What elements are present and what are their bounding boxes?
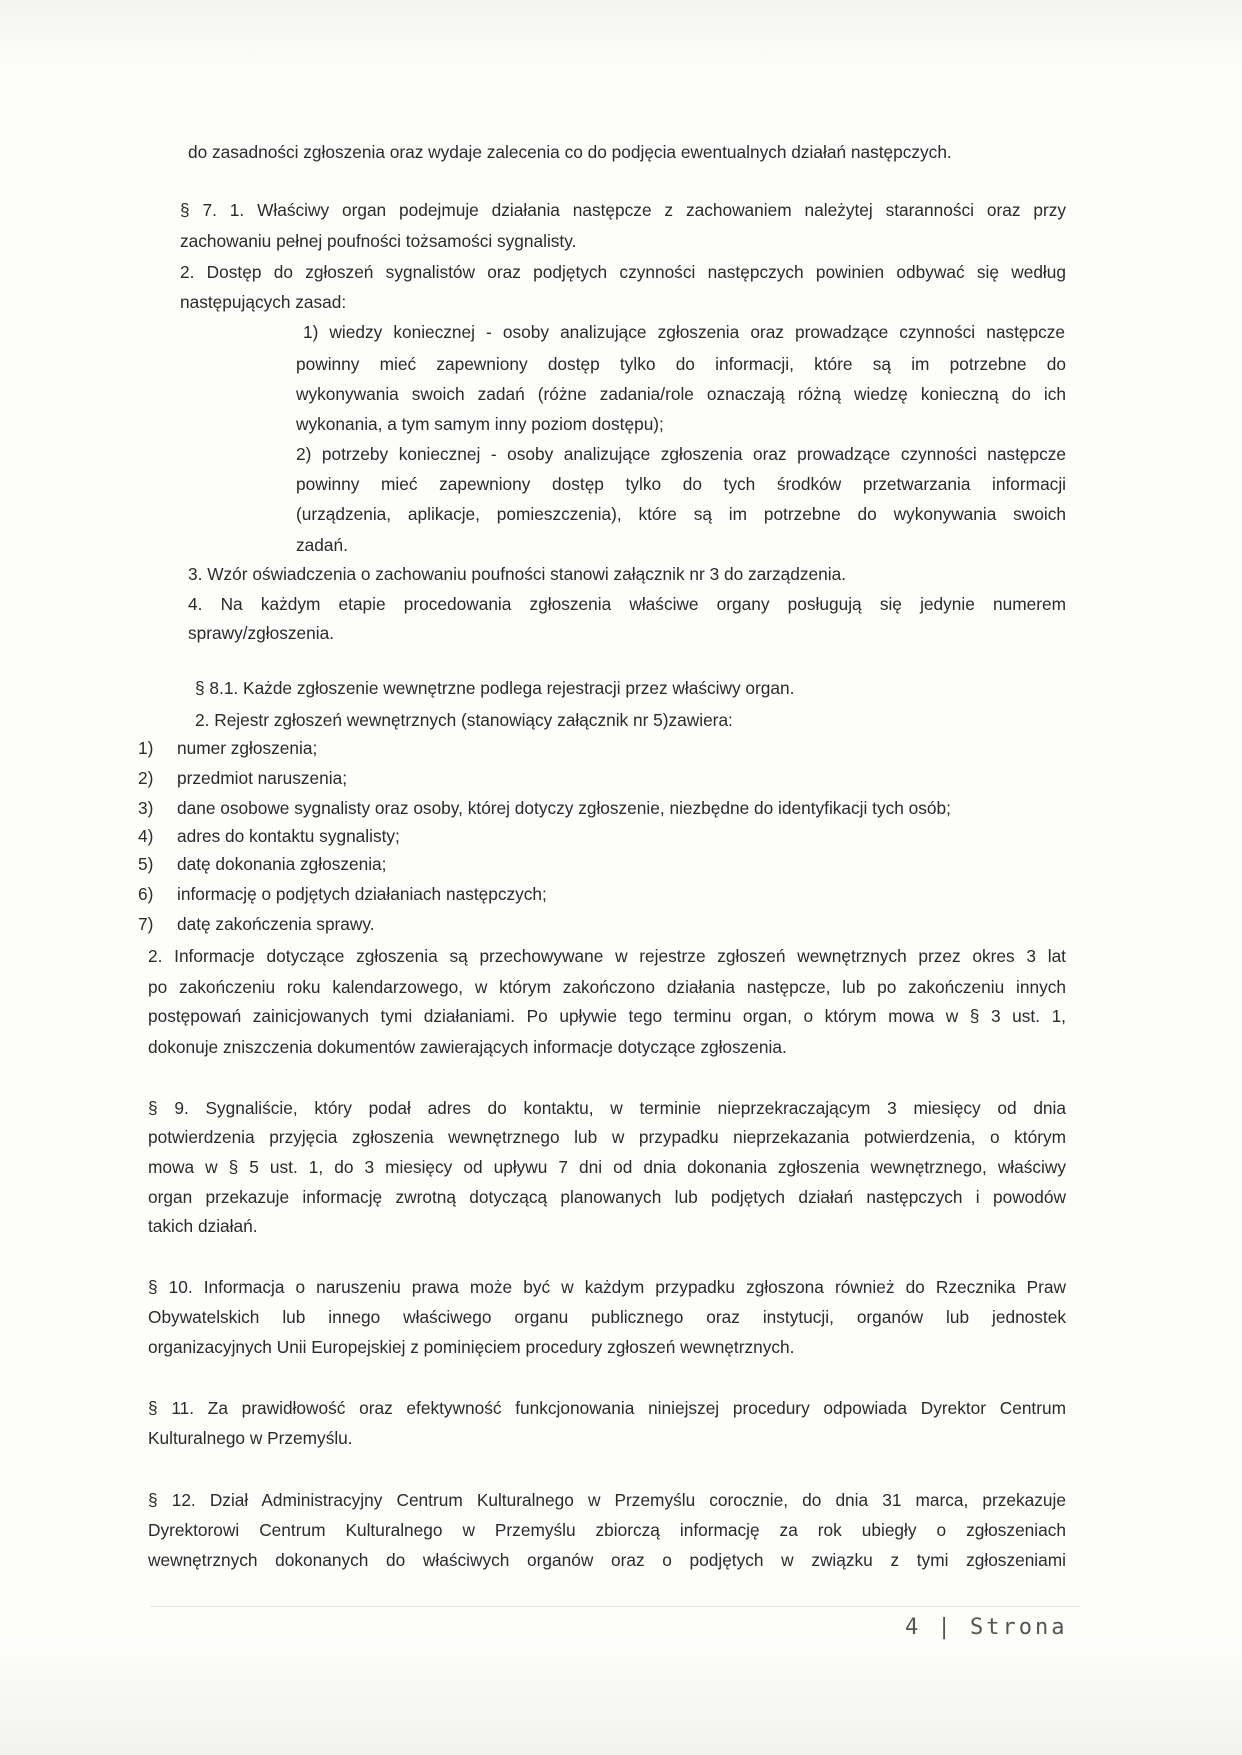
section-12-line: wewnętrznych dokonanych do właściwych organów oraz o podjętych w związku z tymi zgłoszeniami [148,1550,1066,1570]
list-item-number: 5) [138,854,154,874]
section-12-line: Dyrektorowi Centrum Kulturalnego w Przemyślu zbiorczą informację za rok ubiegły o zgłoszeniach [148,1520,1066,1540]
section-8-line: § 8.1. Każde zgłoszenie wewnętrzne podlega rejestracji przez właściwy organ. [195,678,795,698]
section-7-line: następujących zasad: [180,292,347,312]
section-11-line: Kulturalnego w Przemyślu. [148,1428,353,1448]
page-number: 4 | Strona [905,1615,1068,1640]
section-7-line: sprawy/zgłoszenia. [188,623,334,643]
list-item: numer zgłoszenia; [177,738,318,758]
list-item-number: 6) [138,884,154,904]
scan-shadow-bottom [0,1640,1242,1755]
section-9-line: organ przekazuje informację zwrotną dotyczącą planowanych lub podjętych działań następczych i powodów [148,1187,1066,1207]
list-item: datę zakończenia sprawy. [177,914,375,934]
section-7-line: zachowaniu pełnej poufności tożsamości sygnalisty. [180,231,577,251]
scan-shadow-top [0,0,1242,70]
section-10-line: § 10. Informacja o naruszeniu prawa może być w każdym przypadku zgłoszona również do Rzecznika Praw [148,1277,1066,1297]
list-item-number: 2) [138,768,154,788]
section-7-line: 4. Na każdym etapie procedowania zgłoszenia właściwe organy posługują się jedynie numerem [188,594,1066,614]
section-9-line: potwierdzenia przyjęcia zgłoszenia wewnętrznego lub w przypadku nieprzekazania potwierdzenia, o którym [148,1127,1066,1147]
list-item: datę dokonania zgłoszenia; [177,854,387,874]
list-item-number: 7) [138,914,154,934]
list-item: przedmiot naruszenia; [177,768,348,788]
rule-item-line: powinny mieć zapewniony dostęp tylko do tych środków przetwarzania informacji [296,474,1066,494]
list-item-number: 4) [138,826,154,846]
section-9-line: takich działań. [148,1216,258,1236]
section-7-line: 3. Wzór oświadczenia o zachowaniu poufności stanowi załącznik nr 3 do zarządzenia. [188,564,846,584]
rule-item-line: zadań. [296,535,348,555]
section-9-line: mowa w § 5 ust. 1, do 3 miesięcy od upływu 7 dni od dnia dokonania zgłoszenia wewnętrznego, właściwy [148,1157,1066,1177]
list-item: dane osobowe sygnalisty oraz osoby, której dotyczy zgłoszenie, niezbędne do identyfikacji tych osób; [177,798,951,818]
rule-item-line: wykonywania swoich zadań (różne zadania/role oznaczają różną wiedzę konieczną do ich [296,384,1066,404]
list-item-number: 1) [138,738,154,758]
rule-item-line: (urządzenia, aplikacje, pomieszczenia), które są im potrzebne do wykonywania swoich [296,504,1066,524]
section-8-line: 2. Informacje dotyczące zgłoszenia są przechowywane w rejestrze zgłoszeń wewnętrznych przez okres 3 lat [148,946,1066,966]
list-item: adres do kontaktu sygnalisty; [177,826,400,846]
list-item: informację o podjętych działaniach następczych; [177,884,547,904]
section-8-line: postępowań zainicjowanych tymi działaniami. Po upływie tego terminu organ, o którym mowa w § 3 ust. 1, [148,1006,1066,1026]
footer-divider [150,1606,1080,1607]
section-9-line: § 9. Sygnaliście, który podał adres do kontaktu, w terminie nieprzekraczającym 3 miesięcy od dnia [148,1098,1066,1118]
section-8-line: dokonuje zniszczenia dokumentów zawierających informacje dotyczące zgłoszenia. [148,1037,787,1057]
paragraph-line: do zasadności zgłoszenia oraz wydaje zalecenia co do podjęcia ewentualnych działań następczych. [188,142,952,162]
section-8-line: po zakończeniu roku kalendarzowego, w którym zakończono działania następcze, lub po zakończeniu innych [148,977,1066,997]
section-7-line: 2. Dostęp do zgłoszeń sygnalistów oraz podjętych czynności następczych powinien odbywać się według [180,262,1066,282]
rule-item-line: 1) wiedzy koniecznej - osoby analizujące zgłoszenia oraz prowadzące czynności następcze [303,322,1065,342]
section-8-line: 2. Rejestr zgłoszeń wewnętrznych (stanowiący załącznik nr 5)zawiera: [195,710,733,730]
section-12-line: § 12. Dział Administracyjny Centrum Kulturalnego w Przemyślu corocznie, do dnia 31 marca, przekazuje [148,1490,1066,1510]
section-10-line: Obywatelskich lub innego właściwego organu publicznego oraz instytucji, organów lub jednostek [148,1307,1066,1327]
rule-item-line: wykonania, a tym samym inny poziom dostępu); [296,414,664,434]
section-10-line: organizacyjnych Unii Europejskiej z pominięciem procedury zgłoszeń wewnętrznych. [148,1337,795,1357]
list-item-number: 3) [138,798,154,818]
rule-item-line: 2) potrzeby koniecznej - osoby analizujące zgłoszenia oraz prowadzące czynności następcze [296,444,1066,464]
section-7-line: § 7. 1. Właściwy organ podejmuje działania następcze z zachowaniem należytej staranności oraz przy [180,200,1066,220]
section-11-line: § 11. Za prawidłowość oraz efektywność funkcjonowania niniejszej procedury odpowiada Dyrektor Centrum [148,1398,1066,1418]
rule-item-line: powinny mieć zapewniony dostęp tylko do informacji, które są im potrzebne do [296,354,1066,374]
